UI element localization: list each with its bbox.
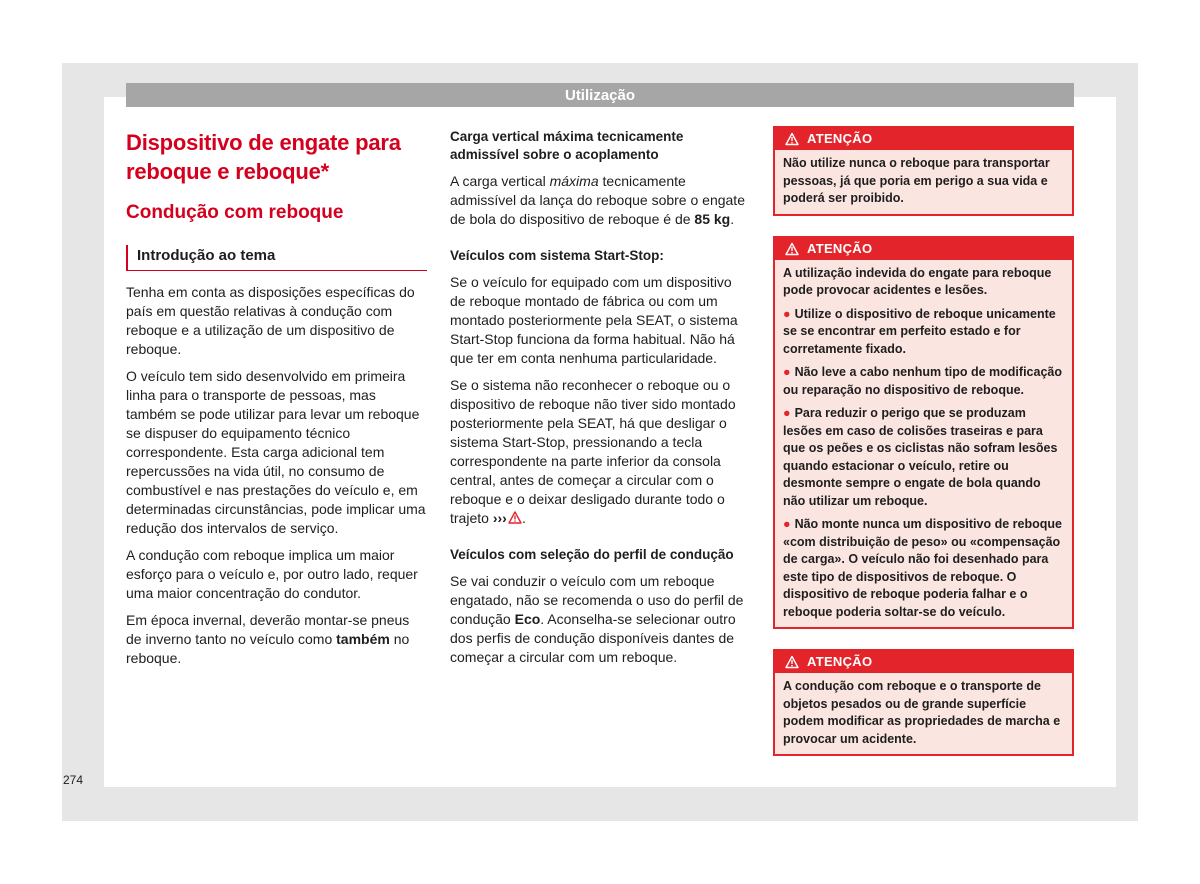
column-middle bbox=[450, 128, 750, 675]
warning-triangle-icon bbox=[785, 655, 799, 669]
bold-text: Eco bbox=[514, 611, 541, 627]
warning-body bbox=[775, 673, 1072, 754]
column-right bbox=[773, 126, 1074, 776]
item-text: Não monte nunca um dispositivo de reboque «com distribuição de peso» ou «compensação de carga». O veículo não foi desenhado para este tipo de dispositivos de reboque. O dispositivo de reboque poderia falhar e o reboque poderia soltar-se do veículo. bbox=[783, 517, 1062, 619]
item-text: Utilize o dispositivo de reboque unicamente se se encontrar em perfeito estado e for corretamente fixado. bbox=[783, 306, 1056, 356]
start-stop-paragraph-1: Se o veículo for equipado com um dispositivo de reboque montado de fábrica ou com um montado posteriormente pela SEAT, o sistema Start-Stop funciona da forma habitual. Não há que ter em conta nenhuma particularidade. bbox=[450, 274, 738, 366]
driving-profile-paragraph bbox=[450, 572, 750, 667]
topic-heading: Introdução ao tema bbox=[126, 245, 427, 271]
warning-box-1 bbox=[773, 126, 1074, 216]
section-header-bar: Utilização bbox=[126, 83, 1074, 107]
warning-list-item bbox=[783, 364, 1064, 399]
warning-triangle-icon bbox=[785, 242, 799, 256]
warning-body bbox=[775, 260, 1072, 628]
chapter-title: Dispositivo de engate para reboque e reboque* bbox=[126, 130, 401, 184]
warning-text: Não utilize nunca o reboque para transportar pessoas, já que poria em perigo a sua vida e poderá ser proibido. bbox=[783, 156, 1050, 205]
text: Se vai conduzir o veículo com um reboque engatado, não se recomenda o uso do perfil de condução bbox=[450, 573, 744, 627]
warning-text: A utilização indevida do engate para reboque pode provocar acidentes e lesões. bbox=[783, 265, 1052, 297]
bullet-icon: ● bbox=[783, 517, 791, 531]
warning-box-2 bbox=[773, 236, 1074, 630]
start-stop-paragraph-2 bbox=[450, 376, 750, 528]
warning-label: ATENÇÃO bbox=[807, 654, 873, 669]
text: tecnicamente admissível da lança do reboque sobre o engate de bola do dispositivo de reboque é de bbox=[450, 173, 745, 227]
warning-header bbox=[775, 128, 1072, 150]
section-subtitle: Condução com reboque bbox=[126, 202, 344, 223]
warning-list-item bbox=[783, 405, 1064, 510]
warning-list-item bbox=[783, 306, 1064, 359]
subheading-driving-profile: Veículos com seleção do perfil de condução bbox=[450, 547, 734, 562]
warning-header bbox=[775, 238, 1072, 260]
text: . bbox=[730, 211, 735, 227]
text: Em época invernal, deverão montar-se pneus de inverno tanto no veículo como bbox=[126, 612, 410, 647]
bullet-icon: ● bbox=[783, 306, 791, 321]
warning-body bbox=[775, 150, 1072, 214]
page-number: 274 bbox=[63, 773, 84, 787]
bullet-icon: ● bbox=[783, 406, 791, 420]
bold-text: também bbox=[336, 631, 390, 647]
item-text: Para reduzir o perigo que se produzam lesões em caso de colisões traseiras e para que os peões e os ciclistas não sofram lesões quando estacionar o veículo, retire ou desmonte sempre o engate de bola quando não utilizar um reboque. bbox=[783, 406, 1058, 508]
warning-label: ATENÇÃO bbox=[807, 131, 873, 146]
cross-reference-arrow[interactable]: ››› bbox=[492, 510, 507, 526]
warning-list-item bbox=[783, 516, 1064, 621]
warning-label: ATENÇÃO bbox=[807, 240, 873, 256]
intro-paragraph-4 bbox=[126, 611, 427, 668]
warning-triangle-icon bbox=[785, 132, 799, 146]
subheading-start-stop: Veículos com sistema Start-Stop: bbox=[450, 248, 664, 263]
warning-box-3 bbox=[773, 649, 1074, 756]
warning-triangle-icon[interactable] bbox=[508, 511, 522, 524]
text: . Aconselha-se selecionar outro dos perfis de condução disponíveis dantes de começar a circular com um reboque. bbox=[450, 611, 736, 665]
bold-text: 85 kg bbox=[694, 211, 731, 227]
item-text: Não leve a cabo nenhum tipo de modificação ou reparação no dispositivo de reboque. bbox=[783, 365, 1062, 397]
bullet-icon: ● bbox=[783, 365, 791, 379]
warning-header bbox=[775, 651, 1072, 673]
column-left bbox=[126, 128, 427, 676]
warning-text: A condução com reboque e o transporte de objetos pesados ou de grande superfície podem modificar as propriedades de marcha e provocar um acidente. bbox=[783, 679, 1061, 746]
text: . bbox=[521, 510, 526, 526]
vertical-load-paragraph bbox=[450, 172, 750, 229]
text: no reboque. bbox=[126, 631, 410, 666]
text: Se o sistema não reconhecer o reboque ou o dispositivo de reboque não tiver sido montado posteriormente pela SEAT, há que desligar o sistema Start-Stop, pressionando a tecla correspondente na parte inferior da consola central, antes de começar a circular com o reboque e o deixar desligado durante todo o trajeto bbox=[450, 377, 736, 526]
text: A carga vertical bbox=[450, 173, 550, 189]
intro-paragraph-2: O veículo tem sido desenvolvido em primeira linha para o transporte de pessoas, mas também se pode utilizar para levar um reboque se dispuser do equipamento técnico correspondente. Esta carga adicional tem repercussões na vida útil, no consumo de combustível e nas prestações do veículo e, em determinadas circunstâncias, pode implicar uma redução dos intervalos de serviço. bbox=[126, 368, 426, 536]
intro-paragraph-3: A condução com reboque implica um maior esforço para o veículo e, por outro lado, requer uma maior concentração do condutor. bbox=[126, 547, 418, 601]
intro-paragraph-1: Tenha em conta as disposições específicas do país em questão relativas à condução com reboque e a utilização de um dispositivo de reboque. bbox=[126, 284, 415, 357]
subheading-vertical-load: Carga vertical máxima tecnicamente admissível sobre o acoplamento bbox=[450, 129, 684, 162]
italic-text: máxima bbox=[549, 173, 599, 189]
